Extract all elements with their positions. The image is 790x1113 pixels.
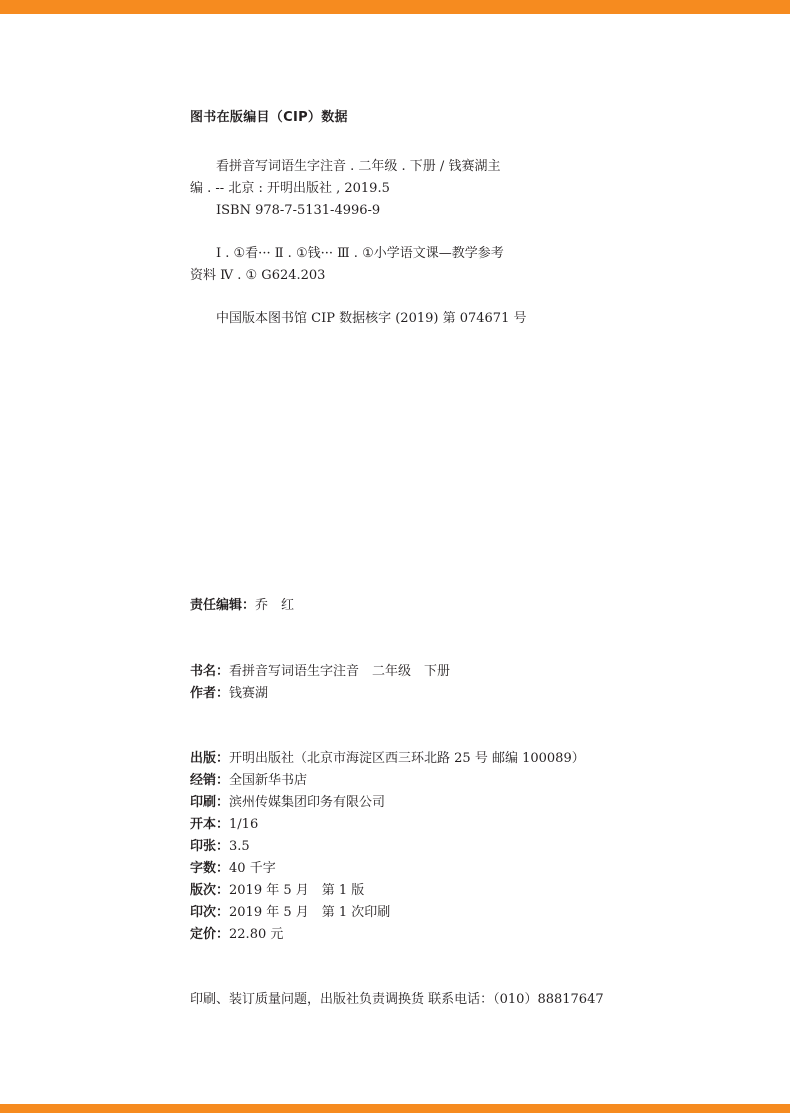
book-title-value: 看拼音写词语生字注音 二年级 下册: [229, 664, 451, 679]
distributor-label: 经销：: [190, 773, 230, 788]
cip-record-number: 中国版本图书馆 CIP 数据核字 (2019) 第 074671 号: [216, 311, 527, 326]
price-label: 定价：: [190, 927, 230, 942]
cip-entry-line-1: 看拼音写词语生字注音 . 二年级 . 下册 / 钱赛湖主: [216, 159, 501, 174]
edition-value: 2019 年 5 月 第 1 版: [229, 883, 365, 898]
sheets-label: 印张：: [190, 839, 230, 854]
editor-value: 乔 红: [255, 598, 295, 613]
publisher-label: 出版：: [190, 751, 230, 766]
editor-label: 责任编辑：: [190, 598, 256, 613]
printer-line: [190, 795, 385, 811]
bottom-accent-bar: [0, 1104, 790, 1113]
format-value: 1/16: [229, 817, 259, 832]
quality-notice: 印刷、装订质量问题，出版社负责调换货 联系电话：（010）88817647: [190, 992, 604, 1007]
sheets-line: [190, 839, 250, 855]
word-count-label: 字数：: [190, 861, 230, 876]
edition-label: 版次：: [190, 883, 230, 898]
format-line: [190, 817, 258, 833]
distributor-line: [190, 773, 307, 789]
book-title-line: [190, 664, 450, 680]
book-title-label: 书名：: [190, 664, 230, 679]
distributor-value: 全国新华书店: [229, 773, 308, 788]
sheets-value: 3.5: [229, 839, 250, 854]
printer-value: 滨州传媒集团印务有限公司: [229, 795, 386, 810]
cip-heading: 图书在版编目（CIP）数据: [190, 110, 348, 125]
book-author-label: 作者：: [190, 686, 230, 701]
price-value: 22.80 元: [229, 927, 284, 942]
printer-label: 印刷：: [190, 795, 230, 810]
cip-subject-line-1: Ⅰ . ①看··· Ⅱ . ①钱··· Ⅲ . ①小学语文课—教学参考: [216, 246, 504, 261]
top-accent-bar: [0, 0, 790, 14]
cip-entry-line-2: 编 . -- 北京 : 开明出版社 , 2019.5: [190, 181, 390, 196]
format-label: 开本：: [190, 817, 230, 832]
word-count-line: [190, 861, 276, 877]
publisher-value: 开明出版社（北京市海淀区西三环北路 25 号 邮编 100089）: [229, 751, 585, 766]
isbn: ISBN 978-7-5131-4996-9: [216, 203, 381, 218]
word-count-value: 40 千字: [229, 861, 276, 876]
edition-line: [190, 883, 364, 899]
printing-line: [190, 905, 390, 921]
book-author-line: [190, 686, 268, 702]
printing-value: 2019 年 5 月 第 1 次印刷: [229, 905, 391, 920]
price-line: [190, 927, 283, 943]
book-author-value: 钱赛湖: [229, 686, 269, 701]
editor-line: [190, 598, 294, 614]
printing-label: 印次：: [190, 905, 230, 920]
cip-subject-line-2: 资料 Ⅳ . ① G624.203: [190, 268, 326, 283]
publisher-line: [190, 751, 585, 767]
